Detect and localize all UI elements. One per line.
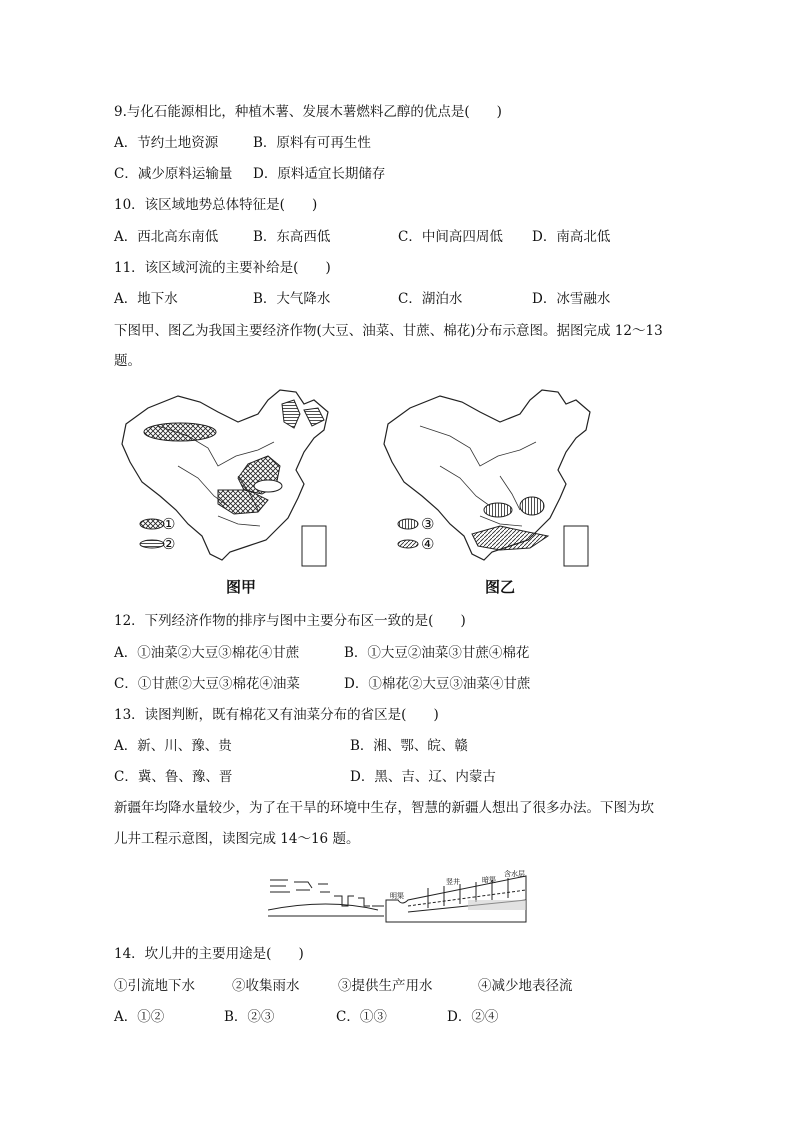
q13-option-c: C．冀、鲁、豫、晋 — [114, 769, 233, 785]
q14-stem: 14．坎儿井的主要用途是( ) — [114, 946, 304, 962]
q10-option-c: C．中间高四周低 — [398, 229, 503, 245]
q14-statement-2: ②收集雨水 — [232, 978, 300, 994]
q13-option-d: D．黑、吉、辽、内蒙古 — [350, 769, 496, 785]
legend-2: ② — [162, 535, 176, 553]
intro14-line1: 新疆年均降水量较少，为了在干旱的环境中生存，智慧的新疆人想出了很多办法。下图为坎 — [114, 800, 654, 816]
q13-option-b: B．湘、鄂、皖、赣 — [350, 738, 468, 754]
intro12-line1: 下图甲、图乙为我国主要经济作物(大豆、油菜、甘蔗、棉花)分布示意图。据图完成 12～13 — [114, 323, 663, 339]
karez-diagram — [268, 870, 530, 925]
figure-yi-caption: 图乙 — [485, 578, 516, 596]
q11-option-c: C．湖泊水 — [398, 291, 463, 307]
q14-option-a: A．①② — [114, 1009, 165, 1025]
q14-statement-1: ①引流地下水 — [114, 978, 195, 994]
karez-label-hanshuiceng: 含水层 — [504, 870, 525, 878]
intro12-line2: 题。 — [114, 353, 141, 369]
q9-option-d: D．原料适宜长期储存 — [253, 166, 386, 182]
q12-stem: 12．下列经济作物的排序与图中主要分布区一致的是( ) — [114, 613, 466, 629]
q14-statement-3: ③提供生产用水 — [338, 978, 433, 994]
q14-option-c: C．①③ — [336, 1009, 387, 1025]
q12-option-d: D．①棉花②大豆③油菜④甘蔗 — [344, 676, 531, 692]
karez-label-shujing: 竖井 — [446, 878, 460, 886]
q10-stem: 10．该区域地势总体特征是( ) — [114, 197, 318, 213]
intro14-line2: 儿井工程示意图，读图完成 14～16 题。 — [114, 831, 360, 847]
q11-option-a: A．地下水 — [114, 291, 178, 307]
q14-option-b: B．②③ — [224, 1009, 275, 1025]
karez-label-anqu: 暗渠 — [482, 876, 496, 884]
figure-yi-map — [380, 386, 610, 576]
karez-label-mingqu: 明渠 — [390, 892, 404, 900]
q9-option-c: C．减少原料运输量 — [114, 166, 233, 182]
legend-3: ③ — [421, 515, 435, 533]
q12-option-a: A．①油菜②大豆③棉花④甘蔗 — [114, 645, 300, 661]
q10-option-a: A．西北高东南低 — [114, 229, 219, 245]
q9-option-b: B．原料有可再生性 — [253, 135, 371, 151]
q9-option-a: A．节约土地资源 — [114, 135, 219, 151]
q11-option-d: D．冰雪融水 — [532, 291, 611, 307]
figure-jia-caption: 图甲 — [226, 578, 257, 596]
figure-jia-map — [118, 386, 348, 576]
q11-option-b: B．大气降水 — [253, 291, 331, 307]
legend-1: ① — [162, 515, 176, 533]
q12-option-b: B．①大豆②油菜③甘蔗④棉花 — [344, 645, 530, 661]
q13-option-a: A．新、川、豫、贵 — [114, 738, 232, 754]
q10-option-b: B．东高西低 — [253, 229, 331, 245]
q10-option-d: D．南高北低 — [532, 229, 611, 245]
q14-statement-4: ④减少地表径流 — [478, 978, 573, 994]
q13-stem: 13．读图判断，既有棉花又有油菜分布的省区是( ) — [114, 707, 439, 723]
legend-4: ④ — [421, 535, 435, 553]
q11-stem: 11．该区域河流的主要补给是( ) — [114, 260, 331, 276]
q12-option-c: C．①甘蔗②大豆③棉花④油菜 — [114, 676, 300, 692]
q9-stem: 9.与化石能源相比，种植木薯、发展木薯燃料乙醇的优点是( ) — [114, 104, 502, 120]
q14-option-d: D．②④ — [447, 1009, 499, 1025]
